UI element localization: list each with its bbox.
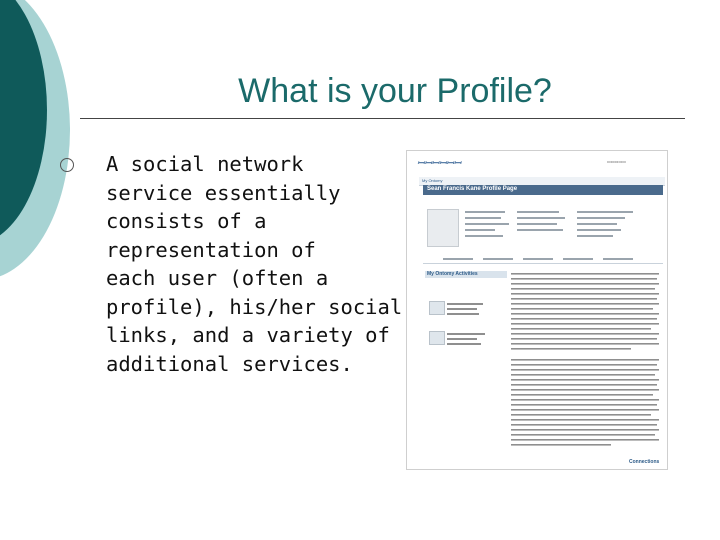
bullet-line: A social network [106, 152, 304, 176]
activity-thumbnail [429, 301, 445, 315]
bullet-line: links, and a variety of [106, 323, 390, 347]
profile-photo [427, 209, 459, 247]
title-divider [80, 118, 685, 119]
profile-tabs [423, 255, 663, 264]
top-nav-bar: My Ontomy [419, 177, 665, 186]
bullet-line: additional services. [106, 351, 353, 376]
profile-page-screenshot [406, 150, 668, 470]
bullet-line: profile), his/her social [106, 294, 403, 319]
connections-label: Connections [629, 459, 660, 465]
decorative-arc [0, 0, 70, 300]
profile-header: Sean Francis Kane Profile Page [423, 185, 663, 195]
sidebar-heading: My Ontomy Activities [425, 271, 507, 278]
slide-title: What is your Profile? [238, 72, 552, 110]
site-logo: ꟷꟷꟷꟷꟷꟷ [417, 158, 461, 168]
activity-thumbnail [429, 331, 445, 345]
biography-text-block [511, 271, 661, 461]
bullet-line: consists of a [106, 209, 267, 233]
bullet-icon [60, 158, 74, 172]
search-box: ▭▭▭▭▭ [607, 159, 626, 164]
bullet-text [106, 150, 406, 378]
bullet-line: each user (often a [106, 266, 329, 290]
bullet-line: service essentially [106, 180, 341, 205]
bullet-line: representation of [106, 237, 316, 262]
